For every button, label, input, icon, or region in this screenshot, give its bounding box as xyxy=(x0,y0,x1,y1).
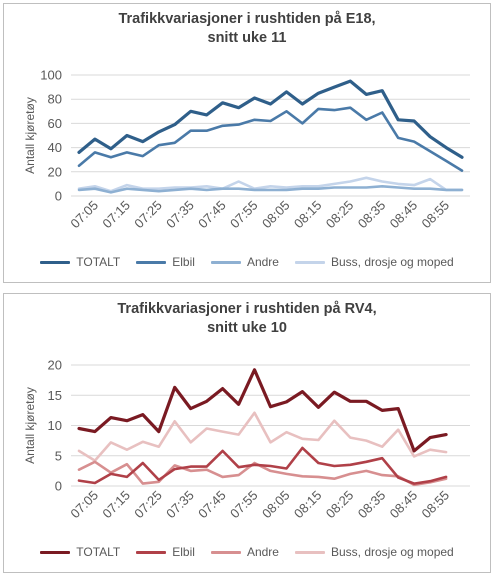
x-tick-label: 08:35 xyxy=(354,197,389,232)
legend-swatch xyxy=(211,261,241,264)
legend-label: Buss, drosje og moped xyxy=(330,545,454,559)
legend-swatch xyxy=(40,551,70,554)
legend-label: Elbil xyxy=(172,255,195,269)
x-tick-label: 08:25 xyxy=(322,487,357,522)
x-tick-label: 08:05 xyxy=(258,487,293,522)
x-tick-label: 08:45 xyxy=(386,197,421,232)
x-tick-label: 08:15 xyxy=(290,197,325,232)
x-tick-label: 07:05 xyxy=(67,487,102,522)
y-tick-label: 0 xyxy=(54,188,62,204)
y-tick-label: 15 xyxy=(47,387,62,403)
legend-label: Andre xyxy=(246,545,279,559)
line-chart-rv4 xyxy=(4,294,490,544)
y-axis-title: Antall kjøretøy xyxy=(23,97,37,174)
y-tick-label: 10 xyxy=(47,418,62,433)
x-tick-label: 07:45 xyxy=(195,197,229,232)
chart-title-line1: Trafikkvariasjoner i rushtiden på E18, xyxy=(118,11,376,27)
legend-item-elbil xyxy=(136,255,195,269)
legend-label: Elbil xyxy=(172,545,195,559)
x-tick-label: 07:35 xyxy=(163,487,197,522)
y-axis-title: Antall kjøretøy xyxy=(23,387,37,464)
x-tick-label: 07:55 xyxy=(227,197,261,232)
legend-swatch xyxy=(40,261,70,264)
legend-item-totalt xyxy=(40,255,120,269)
y-tick-label: 40 xyxy=(47,140,62,156)
x-tick-label: 08:45 xyxy=(386,487,421,522)
legend-item-andre xyxy=(211,255,279,269)
legend-item-buss xyxy=(295,545,454,559)
x-tick-label: 08:15 xyxy=(290,487,325,522)
series-line-totalt xyxy=(79,81,462,157)
x-tick-label: 07:05 xyxy=(67,197,102,232)
x-tick-label: 07:45 xyxy=(195,487,229,522)
chart-title-line2: snitt uke 11 xyxy=(207,30,287,46)
legend-swatch xyxy=(211,551,241,554)
legend-item-elbil xyxy=(136,545,195,559)
legend-label: Buss, drosje og moped xyxy=(330,255,454,269)
y-tick-label: 80 xyxy=(47,91,62,107)
line-chart-e18 xyxy=(4,4,490,254)
legend-label: TOTALT xyxy=(76,545,121,559)
chart-legend xyxy=(4,545,490,559)
series-line-buss-drosje-og-moped xyxy=(79,413,446,461)
series-line-elbil xyxy=(79,448,446,484)
y-tick-label: 0 xyxy=(54,478,62,494)
x-tick-label: 07:25 xyxy=(131,487,165,522)
x-tick-label: 07:35 xyxy=(163,197,197,232)
x-tick-label: 08:55 xyxy=(418,197,453,232)
x-tick-label: 08:25 xyxy=(322,197,357,232)
legend-item-buss xyxy=(295,255,454,269)
x-tick-label: 07:15 xyxy=(99,197,133,232)
y-tick-label: 100 xyxy=(40,67,62,83)
chart-title-line1: Trafikkvariasjoner i rushtiden på RV4, xyxy=(117,301,377,317)
chart-panel-rv4 xyxy=(3,293,491,573)
y-tick-label: 5 xyxy=(54,448,62,464)
legend-swatch xyxy=(136,551,166,554)
chart-title-line2: snitt uke 10 xyxy=(207,320,287,336)
x-tick-label: 07:15 xyxy=(99,487,133,522)
x-tick-label: 07:55 xyxy=(227,487,261,522)
y-tick-label: 20 xyxy=(47,357,62,373)
legend-label: TOTALT xyxy=(76,255,121,269)
x-tick-label: 08:35 xyxy=(354,487,389,522)
legend-item-totalt xyxy=(40,545,120,559)
chart-panel-e18 xyxy=(3,3,491,283)
legend-swatch xyxy=(295,551,325,554)
x-tick-label: 08:05 xyxy=(258,197,293,232)
y-tick-label: 20 xyxy=(47,164,62,180)
y-tick-label: 60 xyxy=(47,115,62,131)
chart-legend xyxy=(4,255,490,269)
x-tick-label: 07:25 xyxy=(131,197,165,232)
legend-swatch xyxy=(136,261,166,264)
legend-label: Andre xyxy=(246,255,279,269)
legend-swatch xyxy=(295,261,325,264)
x-tick-label: 08:55 xyxy=(418,487,453,522)
legend-item-andre xyxy=(211,545,279,559)
